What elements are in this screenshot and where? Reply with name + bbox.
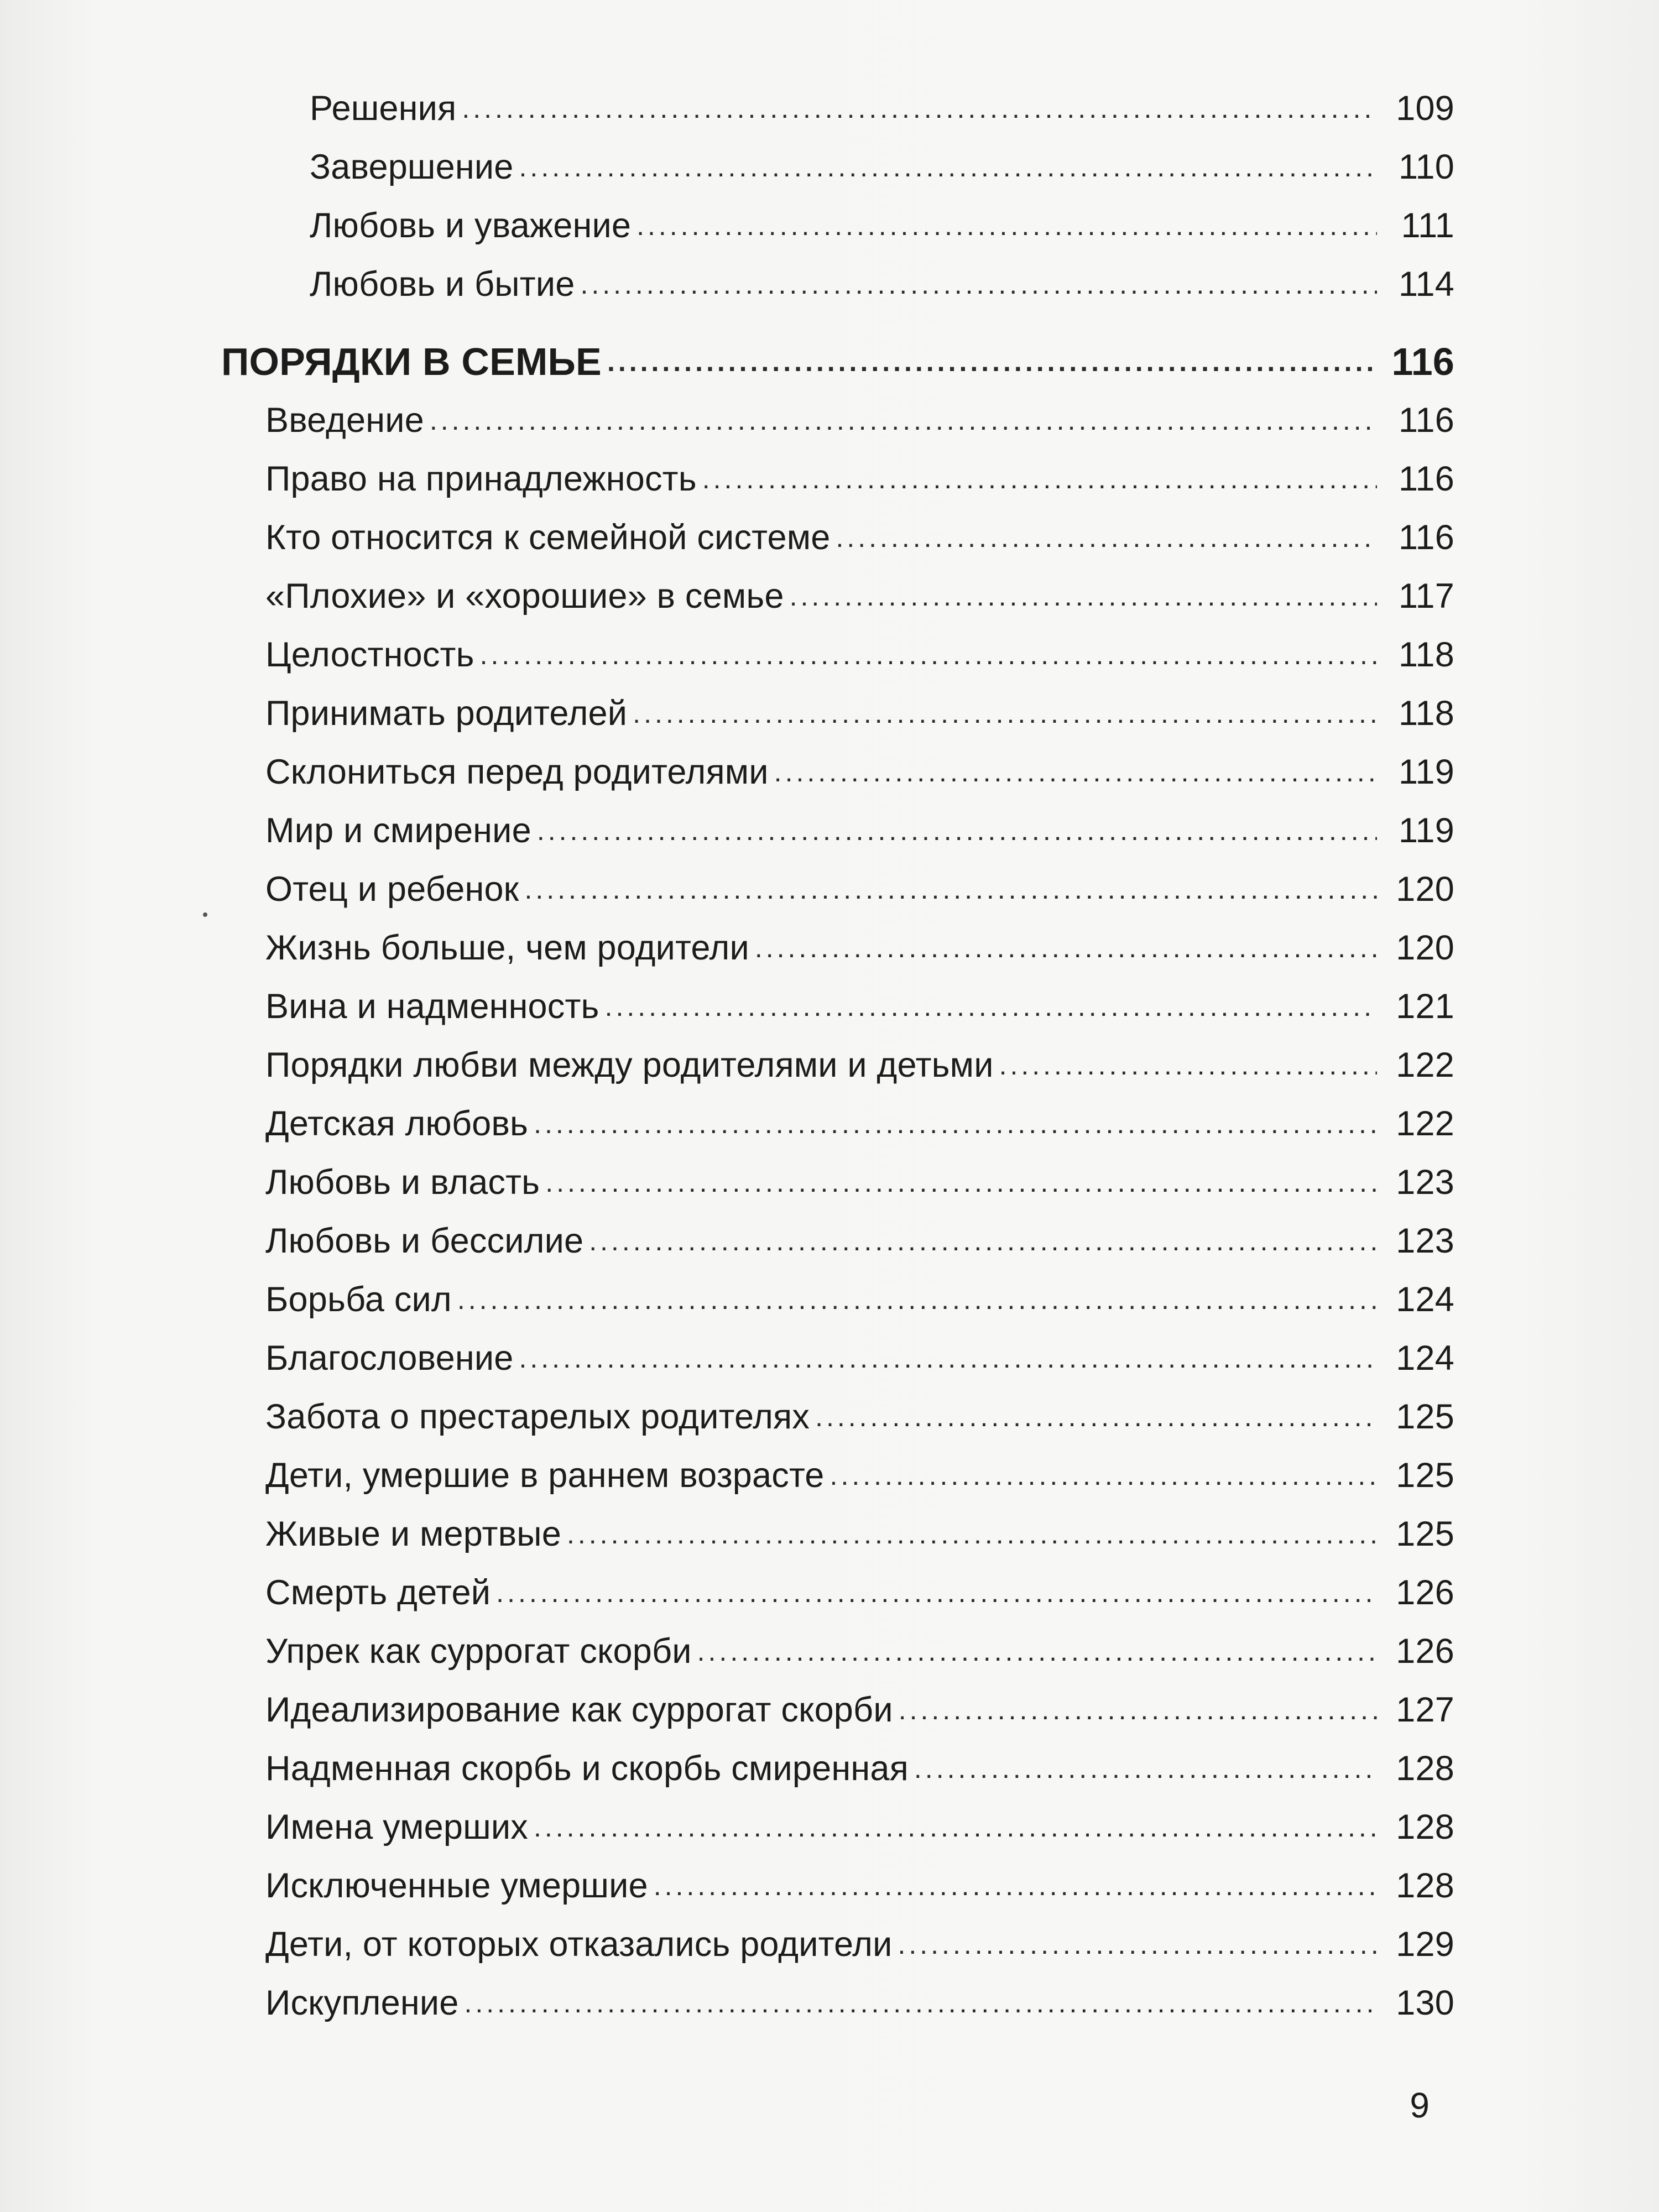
toc-entry	[221, 1380, 1454, 1439]
toc-entry-page: 122	[1396, 1104, 1454, 1143]
dot-leader	[464, 1981, 1377, 2025]
dot-leader	[480, 633, 1377, 677]
toc-entry-title: Дети, от которых отказались родители	[265, 1925, 893, 1964]
dot-leader	[790, 574, 1377, 618]
dot-leader	[580, 262, 1377, 306]
toc-entry	[221, 970, 1454, 1029]
toc-entry	[221, 1204, 1454, 1263]
dot-leader	[462, 86, 1377, 131]
toc-entry-page: 120	[1396, 870, 1454, 909]
toc-entry-page: 109	[1396, 89, 1454, 128]
toc-entry	[221, 735, 1454, 794]
page-number: 9	[1410, 2085, 1430, 2125]
toc-entry	[221, 248, 1454, 306]
dot-leader	[999, 1043, 1377, 1087]
toc-entry	[221, 1439, 1454, 1498]
toc-entry-title: Любовь и уважение	[310, 206, 632, 245]
toc-entry-title: Забота о престарелых родителях	[265, 1397, 810, 1436]
toc-entry-title: Искупление	[265, 1984, 459, 2022]
dot-leader	[524, 867, 1377, 911]
toc-entry	[221, 1263, 1454, 1322]
dot-leader	[697, 1629, 1377, 1673]
toc-entry	[221, 1556, 1454, 1615]
toc-entry-page: 123	[1396, 1163, 1454, 1202]
toc-entry-title: ПОРЯДКИ В СЕМЬЕ	[221, 340, 602, 383]
dot-leader	[633, 691, 1377, 735]
toc-entry-page: 126	[1396, 1632, 1454, 1671]
toc-entry-title: Смерть детей	[265, 1573, 491, 1612]
toc-entry-page: 118	[1398, 635, 1454, 674]
toc-entry-title: Детская любовь	[265, 1104, 529, 1143]
toc-entry-page: 116	[1398, 401, 1454, 440]
dot-leader	[702, 457, 1377, 501]
toc-entry	[221, 853, 1454, 911]
toc-entry-title: Любовь и власть	[265, 1163, 540, 1202]
toc-entry-page: 120	[1396, 928, 1454, 967]
toc-entry	[221, 72, 1454, 131]
toc-entry	[221, 1498, 1454, 1556]
toc-entry-title: Надменная скорбь и скорбь смиренная	[265, 1749, 909, 1788]
toc-entry-title: Упрек как суррогат скорби	[265, 1632, 692, 1671]
dot-leader	[755, 926, 1377, 970]
toc-entry	[221, 131, 1454, 189]
dot-leader	[567, 1512, 1377, 1556]
toc-entry	[221, 1029, 1454, 1087]
dot-leader	[830, 1453, 1377, 1498]
dot-leader	[914, 1746, 1377, 1791]
dot-leader	[589, 1219, 1377, 1263]
dot-leader	[534, 1102, 1377, 1146]
toc-entry	[221, 677, 1454, 735]
toc-entry-title: Кто относится к семейной системе	[265, 518, 831, 557]
toc-entry-title: Исключенные умершие	[265, 1866, 648, 1905]
toc-entry-page: 116	[1398, 518, 1454, 557]
toc-entry-page: 118	[1398, 694, 1454, 733]
toc-entry-page: 125	[1396, 1397, 1454, 1436]
dot-leader	[607, 340, 1377, 384]
toc-entry	[221, 794, 1454, 853]
dot-leader	[654, 1864, 1377, 1908]
toc-entry-title: Мир и смирение	[265, 811, 531, 850]
toc-entry-title: Введение	[265, 401, 424, 440]
toc-entry-title: Дети, умершие в раннем возрасте	[265, 1456, 825, 1495]
dot-leader	[534, 1805, 1377, 1849]
toc-entry-page: 119	[1398, 811, 1454, 850]
toc-entry-page: 130	[1396, 1984, 1454, 2022]
toc-entry	[221, 1849, 1454, 1908]
toc-entry-page: 116	[1398, 460, 1454, 498]
dot-leader	[430, 398, 1377, 442]
toc-entry-title: Идеализирование как суррогат скорби	[265, 1691, 893, 1729]
toc-entry	[221, 1087, 1454, 1146]
toc-entry-title: Вина и надменность	[265, 987, 599, 1026]
toc-entry-title: Решения	[310, 89, 457, 128]
toc-entry-page: 122	[1396, 1046, 1454, 1084]
toc-entry	[221, 911, 1454, 970]
toc-entry-page: 124	[1396, 1280, 1454, 1319]
toc-section-heading	[221, 325, 1454, 384]
toc-entry	[221, 1966, 1454, 2025]
toc-entry-title: Завершение	[310, 148, 514, 186]
toc-entry-title: Имена умерших	[265, 1808, 528, 1846]
toc-entry-page: 128	[1396, 1866, 1454, 1905]
toc-entry	[221, 1322, 1454, 1380]
dot-leader	[836, 515, 1377, 560]
toc-entry-title: Принимать родителей	[265, 694, 628, 733]
toc-entry-title: Склониться перед родителями	[265, 753, 769, 791]
toc-entry	[221, 1673, 1454, 1732]
toc-entry-page: 121	[1396, 987, 1454, 1026]
toc-entry-page: 127	[1396, 1691, 1454, 1729]
toc-entry-page: 111	[1401, 206, 1454, 245]
toc-entry-title: «Плохие» и «хорошие» в семье	[265, 577, 784, 615]
toc-entry	[221, 1146, 1454, 1204]
toc-entry-page: 117	[1398, 577, 1454, 615]
toc-entry	[221, 442, 1454, 501]
toc-entry	[221, 1732, 1454, 1791]
dot-leader	[605, 984, 1377, 1029]
toc-entry-page: 124	[1396, 1339, 1454, 1378]
toc-entry-title: Жизнь больше, чем родители	[265, 928, 749, 967]
toc-entry	[221, 189, 1454, 248]
toc-entry-page: 123	[1396, 1222, 1454, 1260]
dot-leader	[519, 1336, 1378, 1380]
toc-entry-title: Порядки любви между родителями и детьми	[265, 1046, 994, 1084]
toc-entry-title: Любовь и бессилие	[265, 1222, 584, 1260]
toc-entry-title: Целостность	[265, 635, 474, 674]
toc-entry-page: 129	[1396, 1925, 1454, 1964]
toc-entry-page: 110	[1398, 148, 1454, 186]
dot-leader	[815, 1395, 1377, 1439]
toc-entry-title: Благословение	[265, 1339, 514, 1378]
dot-leader	[774, 750, 1377, 794]
toc-entry-page: 116	[1391, 340, 1454, 383]
toc-entry-page: 128	[1396, 1749, 1454, 1788]
toc-entry	[221, 1908, 1454, 1966]
dot-leader	[496, 1571, 1377, 1615]
toc-entry-page: 119	[1398, 753, 1454, 791]
dot-leader	[537, 808, 1377, 853]
toc-entry	[221, 384, 1454, 442]
table-of-contents	[221, 72, 1454, 2025]
dot-leader	[899, 1688, 1377, 1732]
toc-entry-page: 114	[1398, 265, 1454, 304]
dot-leader	[637, 204, 1377, 248]
toc-entry-page: 128	[1396, 1808, 1454, 1846]
toc-entry-page: 125	[1396, 1515, 1454, 1553]
toc-entry	[221, 560, 1454, 618]
dot-leader	[457, 1277, 1377, 1322]
toc-entry-title: Борьба сил	[265, 1280, 452, 1319]
toc-entry	[221, 618, 1454, 677]
toc-entry	[221, 501, 1454, 560]
toc-entry-title: Право на принадлежность	[265, 460, 697, 498]
dot-leader	[545, 1160, 1377, 1204]
toc-entry	[221, 1791, 1454, 1849]
dot-leader	[898, 1922, 1377, 1966]
toc-entry-title: Живые и мертвые	[265, 1515, 561, 1553]
toc-entry-title: Отец и ребенок	[265, 870, 519, 909]
dot-leader	[519, 145, 1377, 189]
toc-entry-page: 125	[1396, 1456, 1454, 1495]
print-speck	[203, 912, 207, 917]
toc-entry	[221, 1615, 1454, 1673]
toc-entry-page: 126	[1396, 1573, 1454, 1612]
toc-entry-title: Любовь и бытие	[310, 265, 575, 304]
